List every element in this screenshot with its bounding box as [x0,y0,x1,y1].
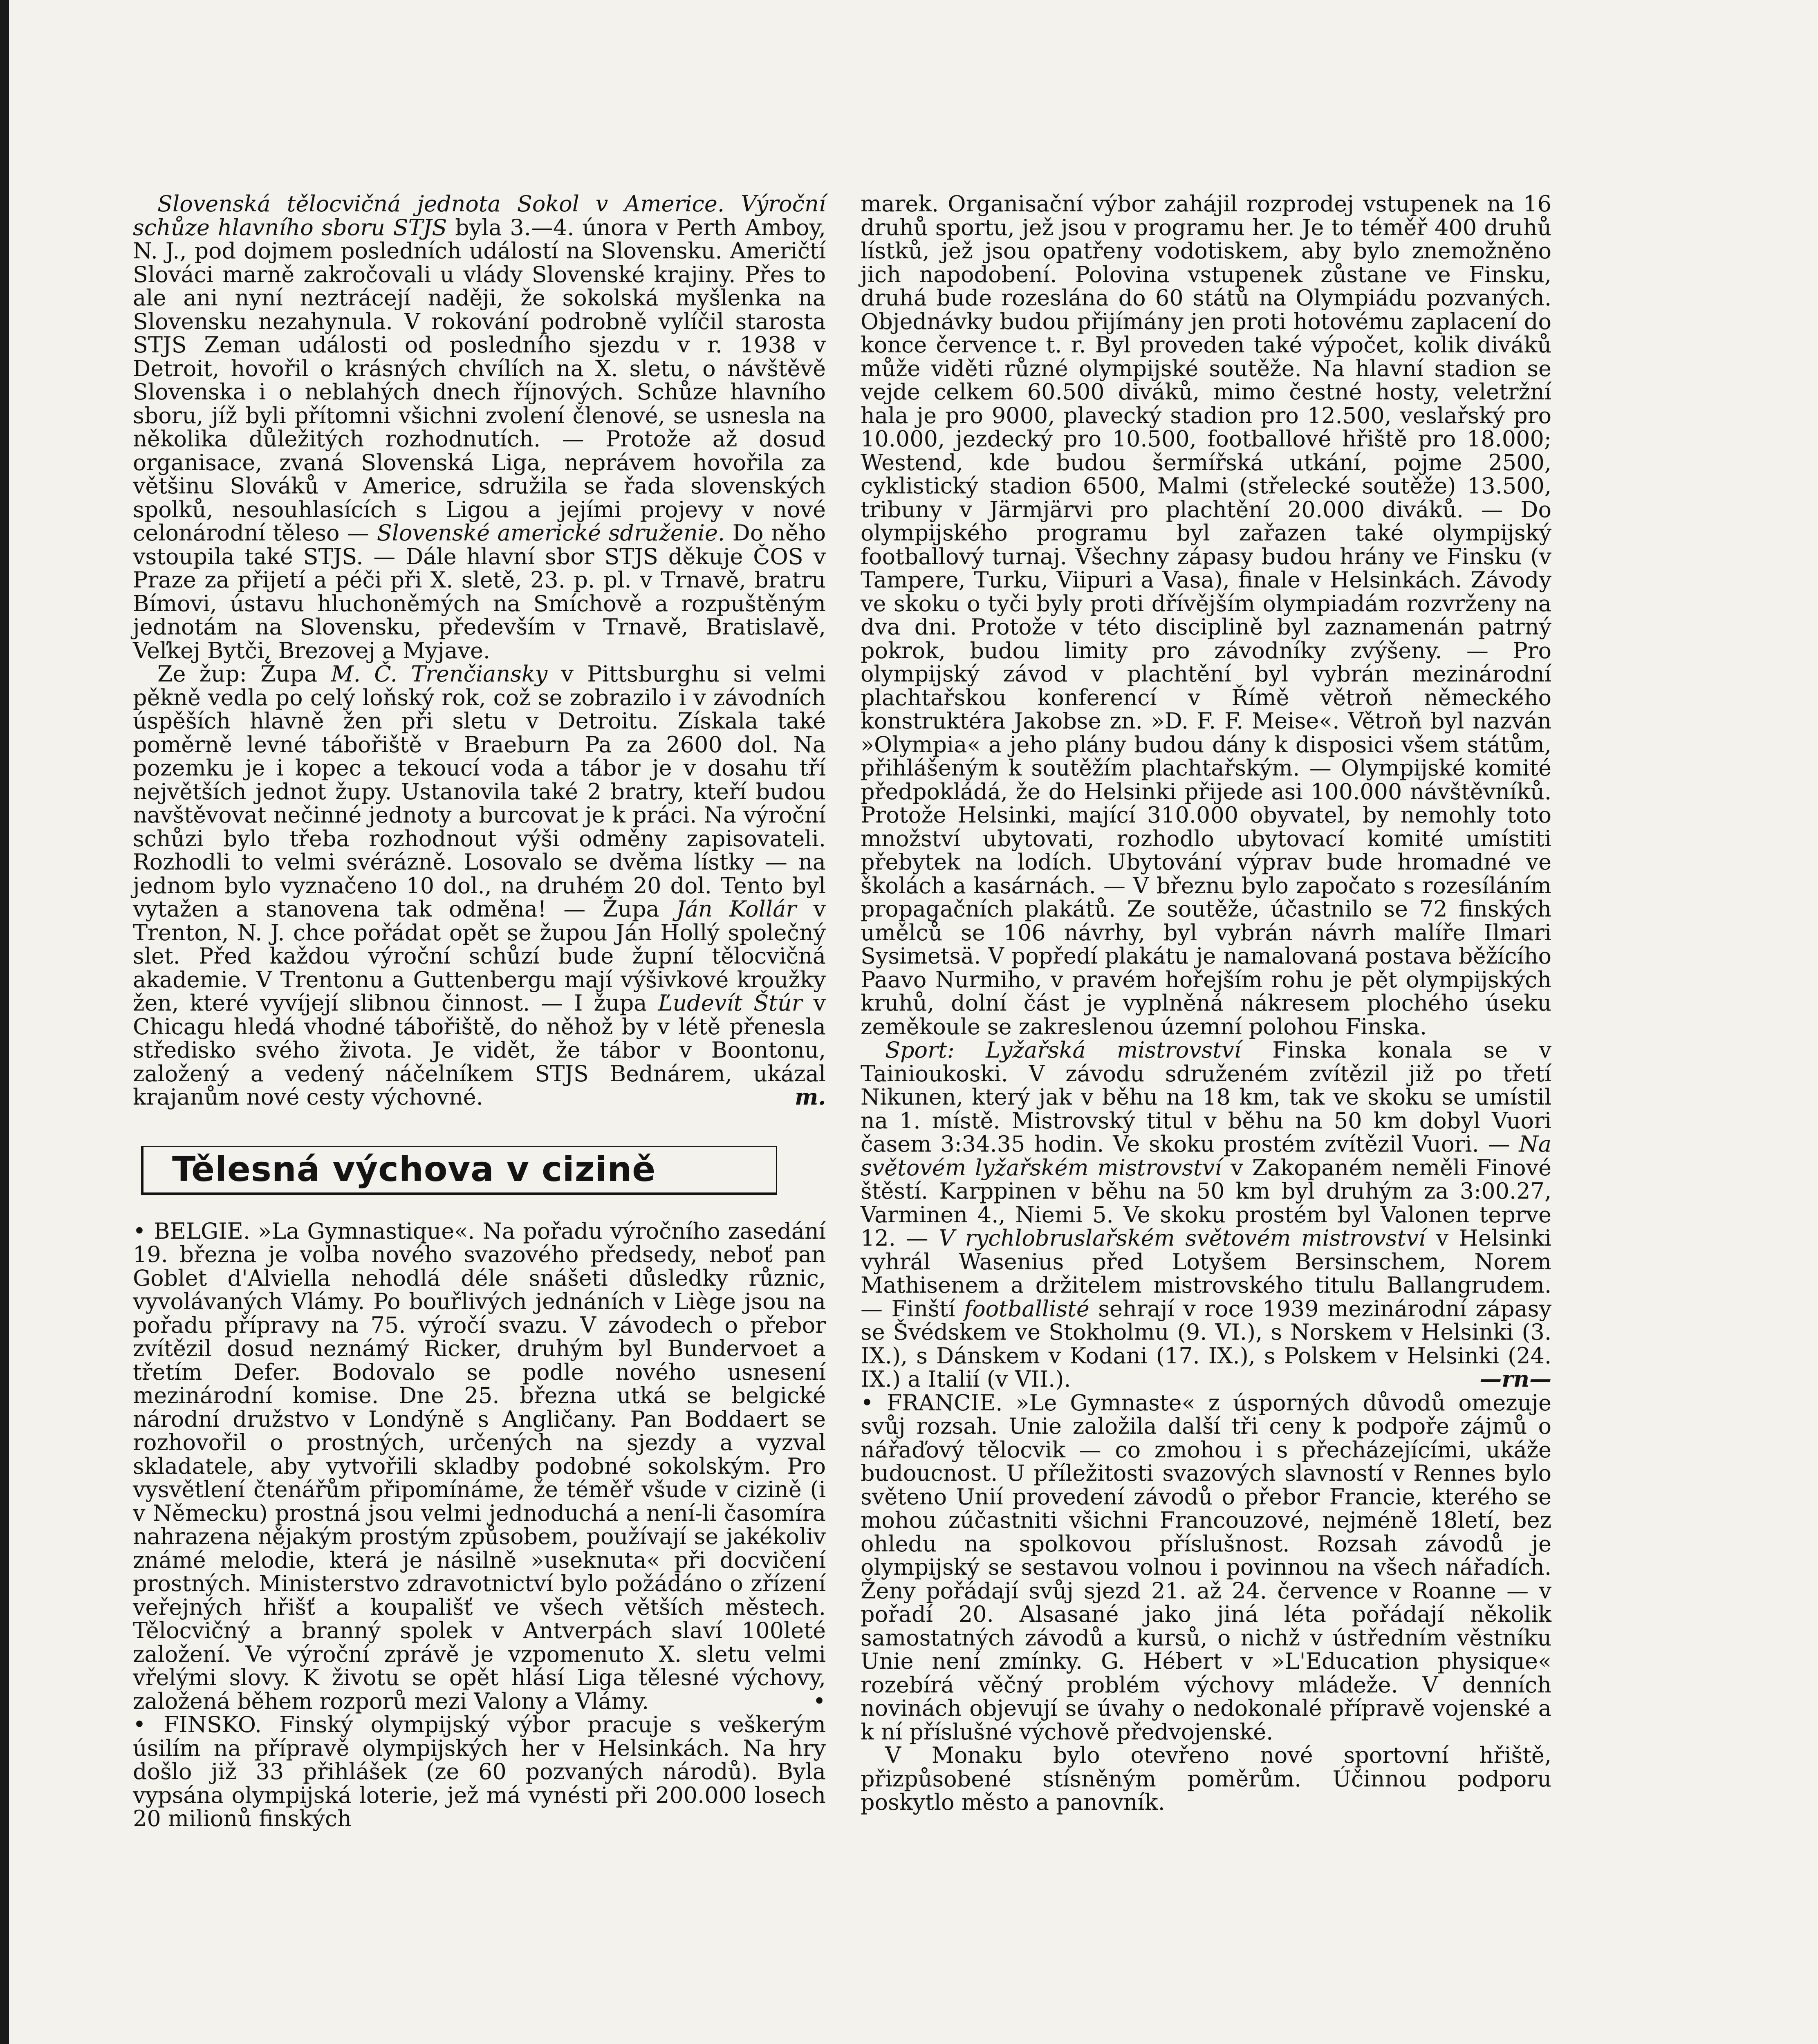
article-belgie: • BELGIE. »La Gymnastique«. Na pořadu výročního zasedání 19. března je volba nového svazového předsedy, neboť pan Goblet d'Alviella nehodlá déle snášeti důsledky různic, vyvolávaných Vlámy. Po bouřlivých jednáních v Liège jsou na pořadu přípravy na 75. výročí svazu. V závodech o přebor zvítězil dosud neznámý Ricker, druhým byl Bundervoet a třetím Defer. Bodovalo se podle nového usnesení mezinárodní komise. Dne 25. března utká se belgické národní družstvo v Londýně s Angličany. Pan Boddaert se rozhovořil o prostných, určených na sjezdy a vyzval skladatele, aby vytvořili skladby podobné sokolským. Pro vysvětlení čtenářům připomínáme, že téměř všude v cizině (i v Německu) prostná jsou velmi jednoduchá a není-li časomíra nahrazena nějakým prostým způsobem, používají se jakékoliv známé melodie, která je násilně »useknuta« při docvičení prostných. Ministerstvo zdravotnictví bylo požádáno o zřízení veřejných hřišť a koupališť ve všech větších městech. Tělocvičný a branný spolek v Antverpách slaví 100leté založení. Ve výroční zprávě je vzpomenuto X. sletu velmi vřelými slovy. K životu se opět hlásí Liga tělesné výchovy, založená během rozporů mezi Valony a Vlámy. • [133,1218,826,1714]
article-finsko-cont: marek. Organisační výbor zahájil rozprodej vstupenek na 16 druhů sportu, jež jsou v programu her. Je to téměř 400 druhů lístků, jež jsou opatřeny vodotiskem, aby bylo znemožněno jich napodobení. Polovina vstupenek zůstane ve Finsku, druhá bude rozeslána do 60 států na Olympiádu pozvaných. Objednávky budou přijímány jen proti hotovému zaplacení do konce července t. r. Byl proveden také výpočet, kolik diváků může viděti různé olympijské soutěže. Na hlavní stadion se vejde celkem 60.500 diváků, mimo čestné hosty, veletržní hala je pro 9000, plavecký stadion pro 12.500, veslařský pro 10.000, jezdecký pro 10.500, footballové hřiště pro 18.000; Westend, kde budou šermířská utkání, pojme 2500, cyklistický stadion 6500, Malmi (střelecké soutěže) 13.500, tribuny v Järmjärvi pro plachtění 20.000 diváků. — Do olympijského programu byl zařazen také olympijský footballový turnaj. Všechny zápasy budou hrány ve Finsku (v Tampere, Turku, Viipuri a Vasa), finale v Helsinkách. Závody ve skoku o tyči byly proti dřívějším olympiadám rozvrženy na dva dni. Protože v této disciplině byl zaznamenán patrný pokrok, budou limity pro závodníky zvýšeny. — Pro olympijský závod v plachtění byl vybrán mezinárodní plachtařskou konferencí v Římě větroň německého konstruktéra Jakobse zn. »D. F. F. Meise«. Větroň byl nazván »Olympia« a jeho plány budou dány k disposici všem státům, přihlášeným k soutěžím plachtařským. — Olympijské komité předpokládá, že do Helsinki přijede asi 100.000 návštěvníků. Protože Helsinki, mající 310.000 obyvatel, by nemohly toto množství ubytovati, rozhodlo ubytovací komité umístiti přebytek na lodích. Ubytování výprav bude hromadné ve školách a kasárnách. — V březnu bylo započato s rozesíláním propagačních plakátů. Ze soutěže, účastnilo se 72 finských umělců se 106 návrhy, byl vybrán návrh malíře Ilmari Sysimetsä. V popředí plakátu je namalovaná postava běžícího Paavo Nurmiho, v pravém hořejším rohu je pět olympijských kruhů, dolní část je vyplněná nákresem plochého úseku zeměkoule se zakreslenou územní polohou Finska. [861,191,1551,1040]
section-heading: Tělesná výchova v cizině [172,1149,656,1189]
section-heading-box [141,1146,777,1195]
article-sokol-america: Slovenská tělocvičná jednota Sokol v Americe. Výroční schůze hlavního sboru STJS byla 3.—4. února v Perth Amboy, N. J., pod dojmem posledních událostí na Slovensku. Američtí Slováci marně zakročovali u vlády Slovenské krajiny. Přes to ale ani nyní neztrácejí naději, že sokolská myšlenka na Slovensku nezahynula. V rokování podrobně vylíčil starosta STJS Zeman události od posledního sjezdu v r. 1938 v Detroit, hovořil o krásných chvílích na X. sletu, o návštěvě Slovenska i o neblahých dnech říjnových. Schůze hlavního sboru, jíž byli přítomni všichni zvolení členové, se usnesla na několika důležitých rozhodnutích. — Protože až dosud organisace, zvaná Slovenská Liga, neprávem hovořila za většinu Slováků v Americe, sdružila se řada slovenských spolků, nesouhlasících s Ligou a jejími projevy v nové celonárodní těleso — Slovenské americké sdruženie. Do něho vstoupila také STJS. — Dále hlavní sbor STJS děkuje ČOS v Praze za přijetí a péči při X. sletě, 23. p. pl. v Trnavě, bratru Bímovi, ústavu hluchoněmých na Smíchově a rozpuštěným jednotám na Slovensku, především v Trnavě, Bratislavě, Veľkej Bytči, Brezovej a Myjave. [133,191,826,663]
article-francie: • FRANCIE. »Le Gymnaste« z úsporných důvodů omezuje svůj rozsah. Unie založila další tři ceny k podpoře zájmů o nářaďový tělocvik — co zmohou i s přecházejícími, ukáže budoucnost. U příležitosti svazových slavností v Rennes bylo světeno Unií provedení závodů o přebor Francie, kterého se mohou zúčastniti všichni Francouzové, nejméně 18letí, bez ohledu na spolkovou příslušnost. Rozsah závodů je olympijský se sestavou volnou i povinnou na všech nářadích. Ženy pořádají svůj sjezd 21. až 24. července v Roanne — v pořadí 20. Alsasané jako jiná léta pořádají několik samostatných závodů a kursů, o nichž v ústředním věstníku Unie není zmínky. G. Hébert v »L'Education physique« rozebírá věčný problém výchovy mládeže. V denních novinách objevují se úvahy o nedokonalé přípravě vojenské a k ní příslušné výchově předvojenské. [861,1390,1551,1745]
article-monako: V Monaku bylo otevřeno nové sportovní hřiště, přizpůsobené stísněným poměrům. Účinnou podporu poskytlo město a panovník. [861,1742,1551,1815]
author-signature: m. [795,1084,826,1110]
article-title-italic: Slovenská tělocvičná jednota Sokol v Americe. Výroční schůze hlavního sboru STJS [133,191,826,240]
article-finsko: • FINSKO. Finský olympijský výbor pracuje s veškerým úsilím na přípravě olympijských her v Helsinkách. Na hry došlo již 33 přihlášek (ze 60 pozvaných národů). Byla vypsána olympijská loterie, jež má vynésti při 200.000 losech 20 milionů finských [133,1712,826,1831]
article-zupy: Ze žup: Župa M. Č. Trenčiansky v Pittsburghu si velmi pěkně vedla po celý loňský rok, což se zobrazilo i v závodních úspěších hlavně žen při sletu v Detroitu. Získala také poměrně levné tábořiště v Braeburn Pa za 2600 dol. Na pozemku je i kopec a tekoucí voda a tábor je v dosahu tří největších jednot župy. Ustanovila také 2 bratry, kteří budou navštěvovat nečinné jednoty a burcovat je k práci. Na výroční schůzi bylo třeba rozhodnout výši odměny zapisovateli. Rozhodli to velmi svérázně. Losovalo se dvěma lístky — na jednom bylo vyznačeno 10 dol., na druhém 20 dol. Tento byl vytažen a stanovena tak odměna! — Župa Ján Kollár v Trenton, N. J. chce pořádat opět se župou Ján Hollý společný slet. Před každou výroční schůzí bude župní tělocvičná akademie. V Trentonu a Guttenbergu mají výšivkové kroužky žen, které vyvíjejí slibnou činnost. — I župa Ľudevít Štúr v Chicagu hledá vhodné tábořiště, do něhož by v létě přenesla středisko svého života. Je vidět, že tábor v Boontonu, založený a vedený náčelníkem STJS Bednárem, ukázal krajanům nové cesty výchovné. m. [133,661,826,1110]
end-bullet: • [813,1688,826,1714]
page-edge [0,0,9,2044]
right-column [861,192,1551,1814]
left-column [133,192,826,1831]
article-sport: Sport: Lyžařská mistrovství Finska konala se v Tainioukoski. V závodu sdruženém zvítězil již po třetí Nikunen, který jak v běhu na 18 km, tak ve skoku se umístil na 1. místě. Mistrovský titul v běhu na 50 km dobyl Vuori časem 3:34.35 hodin. Ve skoku prostém zvítězil Vuori. — Na světovém lyžařském mistrovství v Zakopaném neměli Finové štěstí. Karppinen v běhu na 50 km byl druhým za 3:00.27, Varminen 4., Niemi 5. Ve skoku prostém byl Valonen teprve 12. — V rychlobruslařském světovém mistrovství v Helsinki vyhrál Wasenius před Lotyšem Bersinschem, Norem Mathisenem a držitelem mistrovského titulu Ballangrudem. — Finští footballisté sehrají v roce 1939 mezinárodní zápasy se Švédskem ve Stokholmu (9. VI.), s Norskem v Helsinki (3. IX.), s Dánskem v Kodani (17. IX.), s Polskem v Helsinki (24. IX.) a Italií (v VII.). —rn— [861,1037,1552,1392]
author-signature: —rn— [1480,1366,1551,1392]
